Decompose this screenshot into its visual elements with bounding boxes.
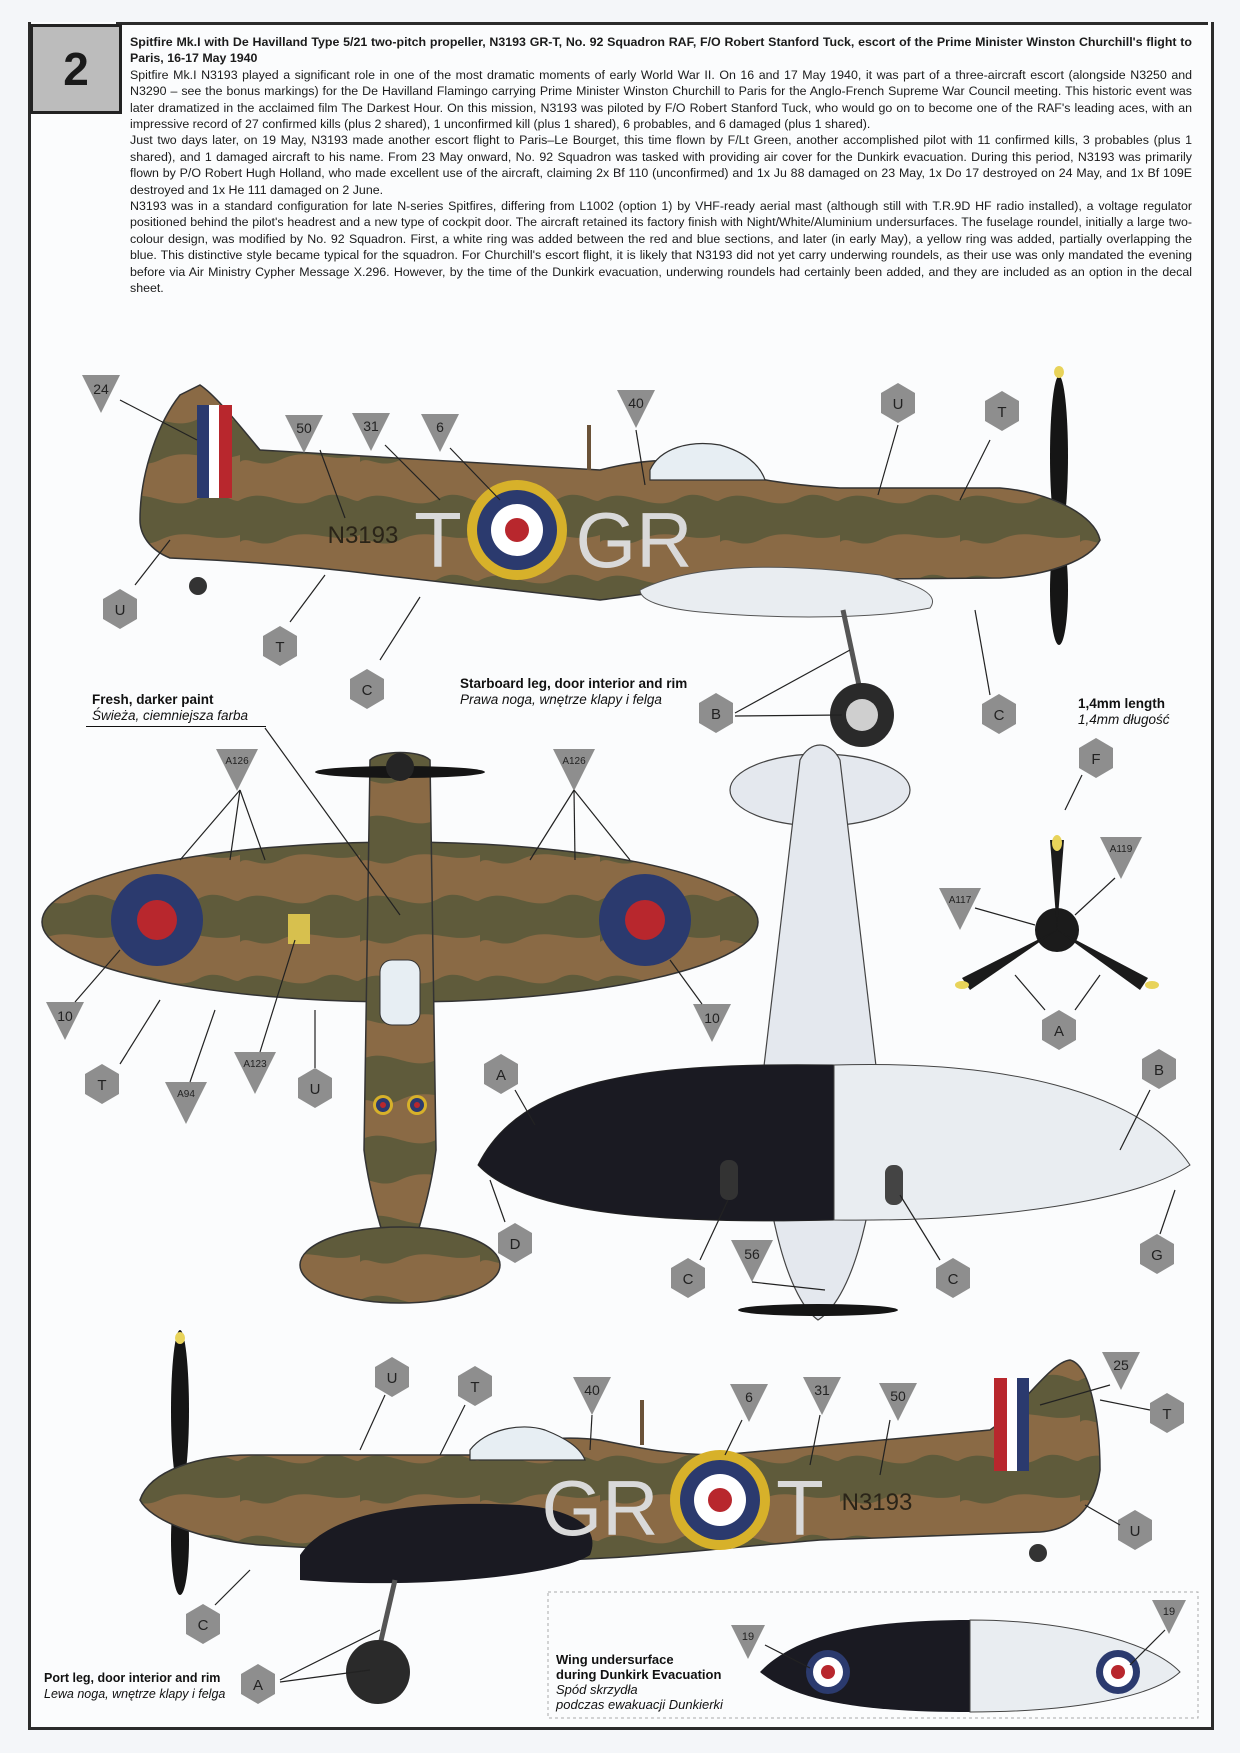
svg-text:A94: A94	[177, 1089, 195, 1100]
svg-text:56: 56	[744, 1246, 760, 1262]
svg-text:C: C	[197, 1617, 209, 1634]
svg-text:40: 40	[628, 395, 644, 411]
svg-text:T: T	[275, 639, 285, 656]
svg-text:U: U	[1129, 1523, 1141, 1540]
svg-text:B: B	[710, 706, 722, 723]
svg-text:10: 10	[57, 1008, 73, 1024]
fresh-paint-label: Fresh, darker paint Świeża, ciemniejsza farba	[92, 692, 249, 723]
upper-tailplane	[300, 1227, 500, 1303]
svg-text:A117: A117	[948, 895, 972, 906]
upper-surface-plan	[42, 753, 758, 1304]
svg-text:B: B	[1153, 1062, 1165, 1079]
profile-title: Spitfire Mk.I with De Havilland Type 5/21 two-pitch propeller, N3193 GR-T, No. 92 Squadron RAF, F/O Robert Stanford Tuck, escort of the Prime Minister Winston Churchill's flight to Paris, 16-17 May 1940	[130, 35, 1192, 66]
svg-text:U: U	[309, 1081, 321, 1098]
svg-text:6: 6	[436, 419, 444, 435]
svg-text:25: 25	[1113, 1357, 1129, 1373]
lower-fuselage	[760, 745, 880, 1320]
code-letter-left: T	[414, 496, 462, 584]
svg-text:U: U	[114, 602, 126, 619]
svg-text:19: 19	[741, 1631, 755, 1643]
profile-paragraph-2: Just two days later, on 19 May, N3193 made another escort flight to Paris–Le Bourget, this time flown by F/Lt Green, another accomplished pilot with 11 confirmed kills, 3 probables (plus 1 shared), and 1 damaged aircraft to his name. From 23 May onward, No. 92 Squadron was tasked with providing air cover for the Dunkirk evacuation. During this period, N3193 was primarily flown by P/O Robert Hugh Holland, who made excellent use of the aircraft, claiming 2x Bf 110 (unconfirmed) and 1x Ju 88 damaged on 23 May, 1x Do 17 destroyed on 24 May, and 1x Bf 109E destroyed and 1x He 111 damaged on 2 June.	[130, 133, 1192, 197]
svg-text:31: 31	[814, 1382, 830, 1398]
svg-text:T: T	[1162, 1406, 1172, 1423]
port-code-letter: T	[776, 1464, 824, 1552]
svg-text:T: T	[97, 1077, 107, 1094]
svg-text:F: F	[1091, 751, 1101, 768]
port-code-letters: GR	[541, 1464, 659, 1552]
length-label: 1,4mm length 1,4mm długość	[1078, 696, 1170, 727]
svg-text:50: 50	[296, 420, 312, 436]
profile-paragraph-3: N3193 was in a standard configuration for late N-series Spitfires, differing from L1002 (option 1) by VHF-ready aerial mast (although still with T.R.9D HF radio installed), a voltage regulator positioned behind the pilot's headrest and a new type of cockpit door. The aircraft retained its factory finish with Night/White/Aluminium undersurfaces. The fuselage roundel, initially a large two-colour design, was modified by No. 92 Squadron. First, a white ring was added between the red and blue sections, and later (in early May), a yellow ring was added, partially overlapping the blue. This distinctive style became typical for the squadron. For Churchill's escort flight, it is likely that N3193 did not yet carry underwing roundels, as their use was only mandated the evening before via Air Ministry Cypher Message X.296. However, by the time of the Dunkirk evacuation, underwing roundels had certainly been added, and they are included as an option in the decal sheet.	[130, 199, 1192, 296]
svg-text:T: T	[470, 1379, 480, 1396]
svg-text:U: U	[386, 1370, 398, 1387]
svg-text:31: 31	[363, 418, 379, 434]
canopy	[650, 444, 765, 480]
svg-text:T: T	[997, 404, 1007, 421]
svg-text:A: A	[1053, 1023, 1065, 1040]
svg-text:U: U	[892, 396, 904, 413]
svg-text:G: G	[1151, 1247, 1163, 1264]
svg-text:D: D	[509, 1236, 521, 1253]
port-leg-label: Port leg, door interior and rim Lewa noga, wnętrze klapy i felga	[44, 1671, 226, 1701]
svg-text:A119: A119	[1109, 844, 1133, 855]
starboard-leg-label: Starboard leg, door interior and rim Prawa noga, wnętrze klapy i felga	[460, 676, 688, 707]
dunkirk-label: Wing undersurface during Dunkirk Evacuation Spód skrzydła podczas ewakuacji Dunkierki	[556, 1652, 723, 1712]
svg-text:10: 10	[704, 1010, 720, 1026]
svg-text:A: A	[495, 1067, 507, 1084]
svg-text:A126: A126	[562, 756, 586, 767]
lower-surface-plan	[478, 745, 1190, 1320]
port-serial-number: N3193	[841, 1489, 913, 1516]
svg-text:C: C	[993, 707, 1005, 724]
svg-text:24: 24	[93, 381, 109, 397]
svg-text:A123: A123	[243, 1059, 267, 1070]
profile-paragraph-1: Spitfire Mk.I N3193 played a significant role in one of the most dramatic moments of early World War II. On 16 and 17 May 1940, it was part of a three-aircraft escort (alongside N3250 and N3290 – see the bonus markings) for the De Havilland Flamingo carrying Prime Minister Winston Churchill to Paris for the Anglo-French Supreme War Council meeting. This historic event was later dramatized in the acclaimed film The Darkest Hour. On this mission, N3193 was piloted by F/O Robert Stanford Tuck, who would go on to become one of the RAF's leading aces, with an impressive record of 27 confirmed kills (plus 2 shared), 1 unconfirmed kill (plus 1 shared), 6 probables, and 6 damaged (plus 1 shared).	[130, 67, 1192, 132]
fresh-paint-underline	[86, 726, 266, 727]
svg-text:C: C	[947, 1271, 959, 1288]
serial-number: N3193	[327, 522, 399, 549]
svg-text:40: 40	[584, 1382, 600, 1398]
svg-text:C: C	[361, 682, 373, 699]
code-letters-right: GR	[575, 496, 693, 584]
svg-text:19: 19	[1162, 1606, 1176, 1618]
svg-text:A126: A126	[225, 756, 249, 767]
svg-text:6: 6	[745, 1389, 753, 1405]
night-wing-half	[478, 1065, 834, 1221]
svg-text:C: C	[682, 1271, 694, 1288]
svg-text:A: A	[252, 1677, 264, 1694]
svg-text:50: 50	[890, 1388, 906, 1404]
profile-number: 2	[30, 24, 122, 114]
